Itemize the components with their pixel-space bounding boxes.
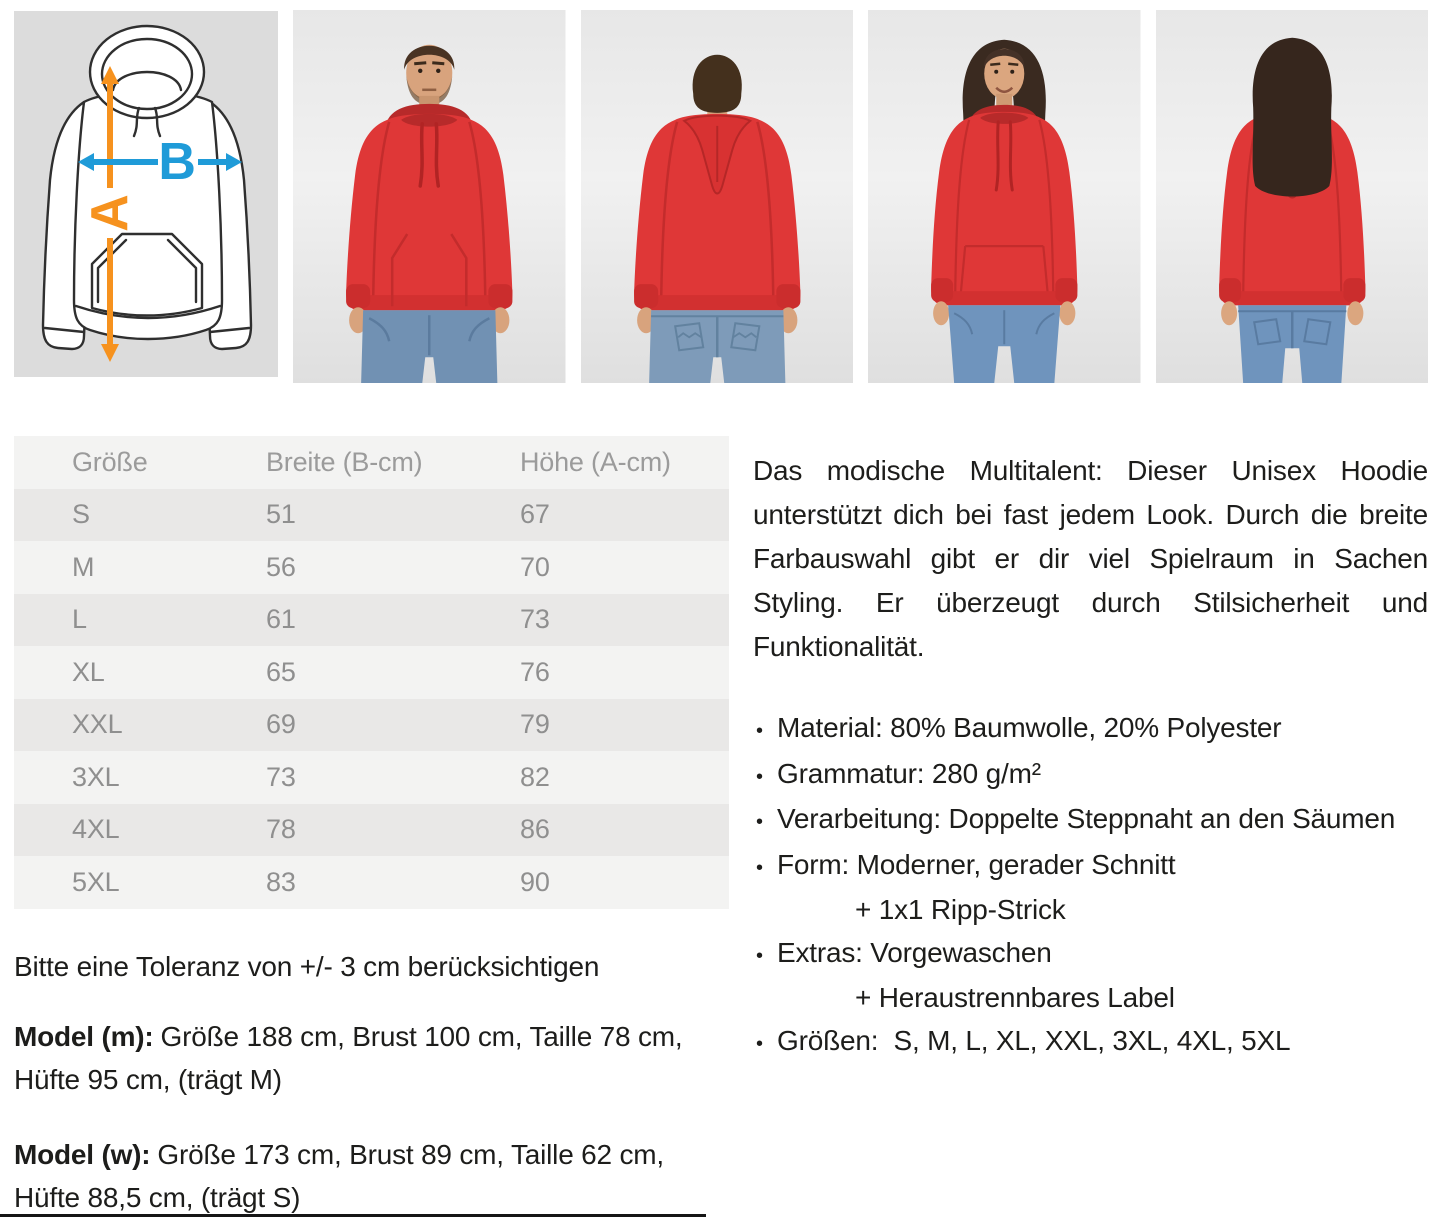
size-diagram-image — [14, 10, 278, 383]
list-item-text: + 1x1 Ripp-Strick — [855, 894, 1066, 925]
list-item-form-extra — [753, 889, 1428, 932]
cell-size: XL — [72, 656, 105, 687]
female-model-front-image — [868, 10, 1141, 383]
table-row — [14, 699, 729, 752]
product-attributes-list — [753, 707, 1428, 1065]
bullet-icon: • — [756, 856, 763, 879]
photo-female-back — [1156, 10, 1429, 383]
size-info-column — [14, 436, 729, 1219]
cell-height: 86 — [520, 814, 550, 845]
cell-height: 70 — [520, 551, 550, 582]
cell-width: 73 — [266, 761, 296, 792]
male-model-back-image — [581, 10, 854, 383]
cell-size: 5XL — [72, 866, 120, 897]
table-row — [14, 646, 729, 699]
list-item-material — [753, 707, 1428, 753]
bullet-icon: • — [756, 765, 763, 788]
table-row — [14, 489, 729, 542]
list-item-verarbeitung — [753, 798, 1428, 844]
product-info-section — [0, 436, 1442, 1219]
size-table-header — [14, 436, 729, 489]
column-header-size: Größe — [72, 446, 148, 477]
cell-width: 78 — [266, 814, 296, 845]
table-row — [14, 804, 729, 857]
list-item-text: Verarbeitung: Doppelte Steppnaht an den Säumen — [777, 803, 1396, 834]
cell-height: 82 — [520, 761, 550, 792]
cell-size: L — [72, 604, 87, 635]
column-header-width: Breite (B-cm) — [266, 446, 423, 477]
product-image-gallery — [0, 0, 1442, 383]
table-row — [14, 541, 729, 594]
list-item-text: Größen: S, M, L, XL, XXL, 3XL, 4XL, 5XL — [777, 1024, 1291, 1056]
model-m-note — [14, 1015, 719, 1101]
bullet-icon: • — [756, 944, 763, 967]
male-model-front-image — [293, 10, 566, 383]
table-row — [14, 751, 729, 804]
cell-width: 51 — [266, 499, 296, 530]
model-w-note — [14, 1133, 719, 1219]
diagram-label-a: A — [81, 194, 139, 232]
cell-size: 3XL — [72, 761, 120, 792]
bullet-icon: • — [756, 1032, 763, 1055]
cell-height: 67 — [520, 499, 550, 530]
cell-height: 79 — [520, 709, 550, 740]
column-header-height: Höhe (A-cm) — [520, 446, 671, 477]
bullet-icon: • — [756, 811, 763, 833]
model-m-text: Größe 188 cm, Brust 100 cm, Taille 78 cm, Hüfte 95 cm, (trägt M) — [14, 1020, 683, 1095]
cell-size: 4XL — [72, 814, 120, 845]
list-item-form — [753, 844, 1428, 890]
description-column — [753, 436, 1428, 1219]
model-w-label: Model (w): — [14, 1138, 151, 1170]
table-row — [14, 594, 729, 647]
cell-width: 56 — [266, 551, 296, 582]
list-item-extras — [753, 932, 1428, 978]
cell-height: 73 — [520, 604, 550, 635]
cell-height: 90 — [520, 866, 550, 897]
photo-male-front — [293, 10, 566, 383]
cell-width: 65 — [266, 656, 296, 687]
model-w-text: Größe 173 cm, Brust 89 cm, Taille 62 cm, Hüfte 88,5 cm, (trägt S) — [14, 1138, 664, 1213]
list-item-text: Grammatur: 280 g/m² — [777, 757, 1041, 789]
cell-height: 76 — [520, 656, 550, 687]
list-item-groessen — [753, 1020, 1428, 1066]
photo-male-back — [581, 10, 854, 383]
size-table — [14, 436, 729, 909]
cell-size: M — [72, 551, 95, 582]
table-row — [14, 856, 729, 909]
tolerance-note: Bitte eine Toleranz von +/- 3 cm berücksichtigen — [14, 950, 600, 982]
model-m-label: Model (m): — [14, 1020, 154, 1052]
photo-female-front — [868, 10, 1141, 383]
product-description: Das modische Multitalent: Dieser Unisex Hoodie unterstützt dich bei fast jedem Look. Durch die breite Farbauswahl gibt er dir viel Spielraum in Sachen Styling. Er überzeugt durch Stilsicherheit und Funktionalität. — [753, 455, 1428, 662]
list-item-grammatur — [753, 753, 1428, 799]
cell-width: 69 — [266, 709, 296, 740]
bullet-icon: • — [756, 720, 763, 742]
list-item-text: + Heraustrennbares Label — [855, 982, 1175, 1013]
list-item-text: Extras: Vorgewaschen — [777, 936, 1052, 968]
list-item-text: Form: Moderner, gerader Schnitt — [777, 848, 1176, 880]
diagram-label-b: B — [158, 133, 196, 191]
female-model-back-image — [1156, 10, 1429, 383]
list-item-extras-extra — [753, 977, 1428, 1020]
list-item-text: Material: 80% Baumwolle, 20% Polyester — [777, 712, 1282, 743]
cell-width: 61 — [266, 604, 296, 635]
cell-size: XXL — [72, 709, 123, 740]
cell-size: S — [72, 499, 90, 530]
cell-width: 83 — [266, 866, 296, 897]
hoodie-measurement-diagram — [14, 10, 278, 383]
